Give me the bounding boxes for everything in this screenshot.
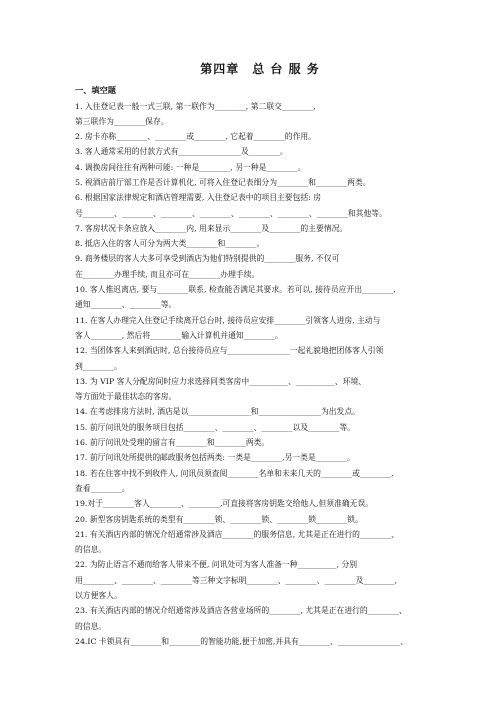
question-line: 17. 前厅问讯处所提供的邮政服务包括两类: 一类是________,另一类是________。 [75, 453, 355, 463]
question-line: 4. 调换房间往往有两种可能: 一种是________, 另一种是________。 [75, 162, 306, 172]
question-line: 以方便客人。 [75, 591, 122, 600]
question-line: 24.IC 卡锁具有________和________的智能功能,便于加密,并具有________、________________、 [75, 636, 408, 646]
question-line: 18. 若在住客中找不到收件人, 问讯员须查阅________名单和未来几天的________或________, [75, 468, 394, 478]
question-line: 用________、________、________等三种文字标明________、________、________及________, [75, 575, 398, 585]
question-line: 8. 抵店入住的客人可分为两大类________和________。 [75, 239, 265, 249]
question-line: 通知________、________等。 [75, 300, 177, 310]
question-line: 的信息。 [75, 621, 107, 631]
question-line: 1. 入住登记表一般一式三联, 第一联作为________, 第二联交________, [75, 101, 316, 111]
question-line: 的信息。 [75, 545, 107, 555]
question-line: 查看________。 [75, 483, 130, 493]
question-line: 2. 房卡亦称________、________或________, 它起着________的作用。 [75, 132, 316, 142]
question-line: 23. 有关酒店内部的情况介绍通常涉及酒店各营业场所的________, 尤其是正在进行的________、 [75, 606, 407, 616]
question-line: 号________、________、________、________、________、________、________和其他等。 [75, 208, 387, 218]
question-line: 6. 根据国家法律规定和酒店管理需要, 入住登记表中的项目主要包括: 房 [75, 193, 322, 203]
question-line: 7. 客房状况卡条应放入________内, 用来显示________及________的主要情况。 [75, 223, 348, 233]
question-line: 客人________, 然后将________输入计算机并通知________。 [75, 330, 283, 340]
question-line: 9. 商务楼层的客人大多可享受到酒店为他们特别提供的________服务, 不仅可 [75, 254, 340, 264]
chapter-title: 第四章 总 台 服 务 [200, 62, 320, 76]
section-heading: 一、填空题 [75, 85, 116, 95]
question-list [75, 99, 445, 650]
question-line: 20. 新型客房钥匙系统的类型有________锁、________锁、________锁________锁。 [75, 514, 363, 524]
question-line: 19.对于________客人________、________,可直接将客房钥匙交给他人,但须准确无误。 [75, 499, 374, 509]
question-line: 11. 在客人办理完入住登记手续离开总台时, 接待员应安排________引领客人进房, 主动与 [75, 315, 381, 325]
question-line: 22. 为防止语言不通而给客人带来不便, 问讯处可为客人准备一种__________, 分别 [75, 560, 358, 570]
document-page [75, 60, 445, 649]
question-line: 在________办理手续, 而且亦可在________办理手续。 [75, 269, 260, 279]
question-line: 13. 为 VIP 客人分配房间时应力求选择同类客房中__________、__________、环境、 [75, 376, 367, 386]
question-line: 12. 当团体客人来到酒店时, 总台接待员应与________________一起礼貌地把团体客人引领 [75, 346, 384, 356]
question-line: 3. 客人通常采用的付款方式有________________及________。 [75, 147, 288, 157]
question-line: 到________。 [75, 361, 122, 371]
question-line: 5. 视酒店前厅部工作是否计算机化, 可将入住登记表细分为________和________两类。 [75, 177, 371, 187]
question-line: 15. 前厅问讯处的服务项目包括________、________、________以及________等。 [75, 422, 355, 432]
question-line: 第三联作为________保存。 [75, 116, 169, 126]
question-line: 14. 在考虑排房方法时, 酒店是以________________和________________为出发点。 [75, 407, 360, 417]
question-line: 21. 有关酒店内部的情况介绍通常涉及酒店________的服务信息, 尤其是正在进行的________、 [75, 529, 399, 539]
question-line: 10. 客人推迟离店, 要与________联系, 检查能否满足其要求。若可以, 接待员应开出________, [75, 285, 396, 295]
question-line: 16. 前厅问讯处受理的留言有________和________两类。 [75, 438, 270, 448]
question-line: 等方面处于最佳状态的客房。 [75, 392, 177, 402]
